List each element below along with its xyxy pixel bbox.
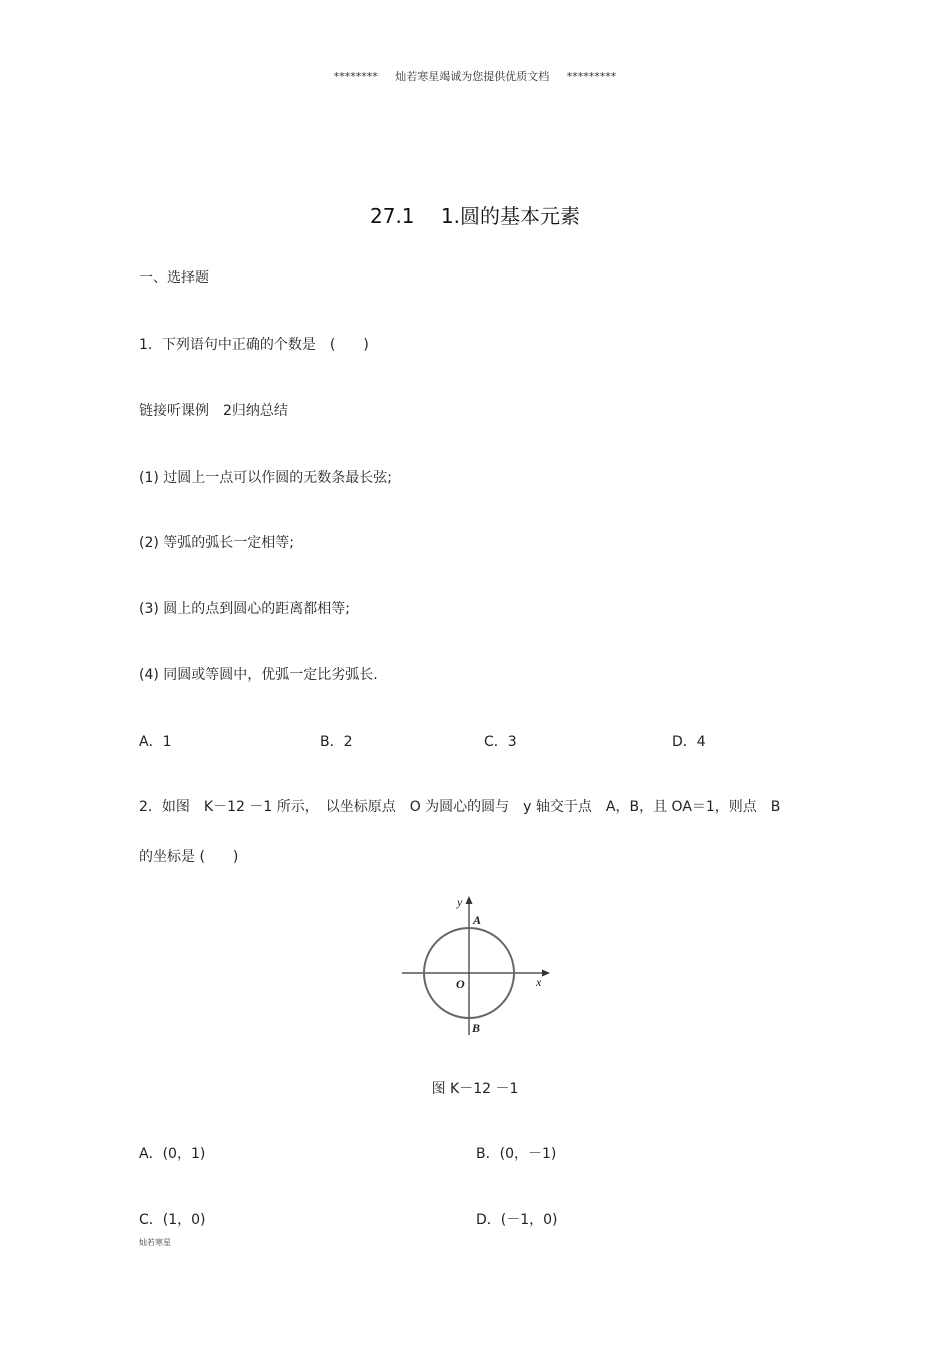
header-text: 灿若寒星竭诚为您提供优质文档 — [395, 70, 550, 83]
origin-label: O — [456, 977, 465, 991]
q2-option-c: C．(1，0) — [139, 1212, 206, 1228]
y-axis-arrow — [466, 896, 473, 904]
q1-option-c: C．3 — [484, 734, 517, 750]
x-axis-arrow — [542, 970, 550, 977]
question-1-link: 链接听课例 2归纳总结 — [139, 403, 288, 419]
y-axis-label: y — [457, 895, 463, 909]
q1-option-a: A．1 — [139, 734, 172, 750]
figure-caption: 图 K－12 －1 — [431, 1081, 519, 1097]
statement-4: (4) 同圆或等圆中，优弧一定比劣弧长. — [139, 667, 378, 683]
statement-3: (3) 圆上的点到圆心的距离都相等; — [139, 601, 350, 617]
question-2-stem-line-1: 2．如图 K－12 －1 所示， 以坐标原点 O 为圆心的圆与 y 轴交于点 A，B，且 OA＝1，则点 B — [139, 799, 781, 815]
q1-option-d: D．4 — [672, 734, 706, 750]
section-heading: 一、选择题 — [139, 270, 209, 286]
point-b-label: B — [472, 1021, 481, 1035]
point-a-label: A — [473, 913, 482, 927]
q2-option-a: A．(0，1) — [139, 1146, 206, 1162]
circle-figure — [395, 893, 560, 1038]
header-stars-right: ********* — [566, 70, 617, 83]
q2-option-d: D．(－1，0) — [476, 1212, 558, 1228]
x-axis-label: x — [536, 975, 542, 989]
page-footer: 灿若寒星 — [139, 1238, 171, 1247]
page-header — [0, 68, 950, 84]
statement-2: (2) 等弧的弧长一定相等; — [139, 535, 294, 551]
q1-option-b: B．2 — [320, 734, 353, 750]
question-1-stem: 1．下列语句中正确的个数是 ( ) — [139, 337, 369, 353]
question-2-stem-line-2: 的坐标是 ( ) — [139, 849, 239, 865]
page-title: 27.1 1.圆的基本元素 — [370, 204, 580, 228]
statement-1: (1) 过圆上一点可以作圆的无数条最长弦; — [139, 470, 392, 486]
q2-option-b: B．(0，－1) — [476, 1146, 557, 1162]
header-stars-left: ******** — [333, 70, 378, 83]
